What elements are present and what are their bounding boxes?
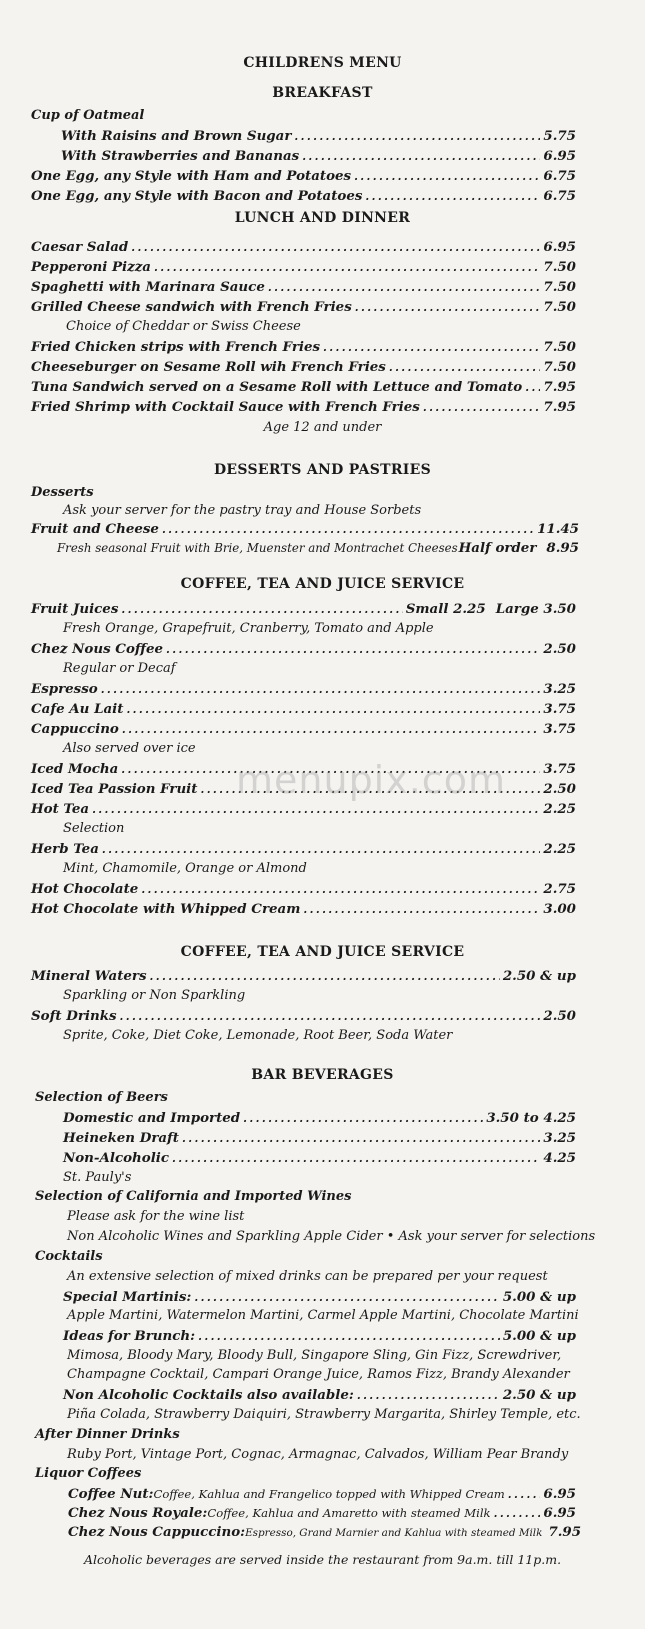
menu-item: Hot Chocolate with Whipped Cream ..... 3.00 <box>31 901 576 917</box>
item-note: Please ask for the wine list <box>67 1209 245 1224</box>
menu-item: Pepperoni Pizza ..... 7.50 <box>31 259 576 275</box>
menu-item: Grilled Cheese sandwich with French Fries ..... 7.50 <box>31 299 576 315</box>
childrens-menu-heading: CHILDRENS MENU <box>243 55 402 71</box>
item-note: Piña Colada, Strawberry Daiquiri, Strawberry Margarita, Shirley Temple, etc. <box>67 1407 581 1422</box>
desserts-heading: DESSERTS AND PASTRIES <box>213 462 432 478</box>
watermark: menupix.com <box>236 758 506 802</box>
section-label: Selection of Beers <box>35 1090 168 1105</box>
item-note: Selection <box>63 821 125 836</box>
breakfast-heading: BREAKFAST <box>272 85 373 101</box>
age-note: Age 12 and under <box>263 420 382 435</box>
menu-item: Cheeseburger on Sesame Roll wih French Fries ..... 7.50 <box>31 359 576 375</box>
item-note: Apple Martini, Watermelon Martini, Carmel Apple Martini, Chocolate Martini <box>67 1308 579 1323</box>
menu-item: Hot Chocolate ..... 2.75 <box>31 881 576 897</box>
menu-item: Ideas for Brunch: ..... 5.00 & up <box>63 1328 576 1344</box>
menu-item: Espresso ..... 3.25 <box>31 681 576 697</box>
menu-item: With Raisins and Brown Sugar ..... 5.75 <box>61 128 576 144</box>
section-label: Cocktails <box>35 1249 103 1264</box>
menu-item: Chez Nous Royale: Coffee, Kahlua and Amaretto with steamed Milk ..... 6.95 <box>68 1505 576 1521</box>
menu-item: One Egg, any Style with Ham and Potatoes ..... 6.75 <box>31 168 576 184</box>
menu-item: Coffee Nut: Coffee, Kahlua and Frangelico topped with Whipped Cream ..... 6.95 <box>68 1486 576 1502</box>
footer-note: Alcoholic beverages are served inside the restaurant from 9a.m. till 11p.m. <box>83 1552 562 1567</box>
desserts-label: Desserts <box>31 485 94 500</box>
section-label: After Dinner Drinks <box>35 1427 180 1442</box>
item-note: Sprite, Coke, Diet Coke, Lemonade, Root Beer, Soda Water <box>63 1028 453 1043</box>
menu-item: Fruit and Cheese ..... 11.45 <box>31 521 579 537</box>
menu-item: Spaghetti with Marinara Sauce ..... 7.50 <box>31 279 576 295</box>
menu-item: Iced Tea Passion Fruit ..... 2.50 <box>31 781 576 797</box>
lunch-dinner-heading: LUNCH AND DINNER <box>234 210 411 226</box>
item-note: Ruby Port, Vintage Port, Cognac, Armagnac, Calvados, William Pear Brandy <box>67 1447 569 1462</box>
item-note: Mint, Chamomile, Orange or Almond <box>63 861 307 876</box>
item-note: Also served over ice <box>63 741 196 756</box>
item-note: Sparkling or Non Sparkling <box>63 988 246 1003</box>
item-note: Choice of Cheddar or Swiss Cheese <box>66 319 301 334</box>
menu-item: Fried Chicken strips with French Fries ..... 7.50 <box>31 339 576 355</box>
menu-item: Soft Drinks ..... 2.50 <box>31 1008 576 1024</box>
menu-item: Heineken Draft ..... 3.25 <box>63 1130 576 1146</box>
menu-item: Fried Shrimp with Cocktail Sauce with French Fries ..... 7.95 <box>31 399 576 415</box>
menu-item: Caesar Salad ..... 6.95 <box>31 239 576 255</box>
item-note: Ask your server for the pastry tray and House Sorbets <box>63 503 422 518</box>
menu-item: Domestic and Imported ..... 3.50 to 4.25 <box>63 1110 576 1126</box>
oatmeal-label: Cup of Oatmeal <box>31 108 145 123</box>
item-note: St. Pauly's <box>63 1170 132 1185</box>
coffee-heading-2: COFFEE, TEA AND JUICE SERVICE <box>180 944 465 960</box>
menu-item: Fruit Juices ..... Small 2.25 Large 3.50 <box>31 601 576 617</box>
menu-item: Hot Tea ..... 2.25 <box>31 801 576 817</box>
menu-item: Cafe Au Lait ..... 3.75 <box>31 701 576 717</box>
menu-item: Cappuccino ..... 3.75 <box>31 721 576 737</box>
bar-heading: BAR BEVERAGES <box>251 1067 394 1083</box>
menu-item: Chez Nous Cappuccino: Espresso, Grand Marnier and Kahlua with steamed Milk 7.95 <box>68 1524 582 1540</box>
menu-item: Fresh seasonal Fruit with Brie, Muenster and Montrachet Cheeses Half order 8.95 <box>57 540 579 556</box>
menu-item: Herb Tea ..... 2.25 <box>31 841 576 857</box>
item-note: Champagne Cocktail, Campari Orange Juice, Ramos Fizz, Brandy Alexander <box>67 1367 570 1382</box>
menu-item: Tuna Sandwich served on a Sesame Roll with Lettuce and Tomato ..... 7.95 <box>31 379 576 395</box>
menu-item: With Strawberries and Bananas ..... 6.95 <box>61 148 576 164</box>
item-note: An extensive selection of mixed drinks can be prepared per your request <box>67 1269 548 1284</box>
menu-item: Iced Mocha ..... 3.75 <box>31 761 576 777</box>
menu-item: Non Alcoholic Cocktails also available: ..... 2.50 & up <box>63 1387 576 1403</box>
section-label: Liquor Coffees <box>35 1466 142 1481</box>
menu-item: Special Martinis: ..... 5.00 & up <box>63 1289 576 1305</box>
menu-item: One Egg, any Style with Bacon and Potatoes ..... 6.75 <box>31 188 576 204</box>
menu-item: Chez Nous Coffee ..... 2.50 <box>31 641 576 657</box>
menu-item: Non-Alcoholic ..... 4.25 <box>63 1150 576 1166</box>
item-note: Fresh Orange, Grapefruit, Cranberry, Tomato and Apple <box>63 621 434 636</box>
item-note: Mimosa, Bloody Mary, Bloody Bull, Singapore Sling, Gin Fizz, Screwdriver, <box>67 1348 562 1363</box>
section-label: Selection of California and Imported Wines <box>35 1189 352 1204</box>
menu-item: Mineral Waters ..... 2.50 & up <box>31 968 576 984</box>
coffee-heading: COFFEE, TEA AND JUICE SERVICE <box>180 576 465 592</box>
item-note: Non Alcoholic Wines and Sparkling Apple Cider • Ask your server for selections <box>67 1229 596 1244</box>
item-note: Regular or Decaf <box>63 661 176 676</box>
